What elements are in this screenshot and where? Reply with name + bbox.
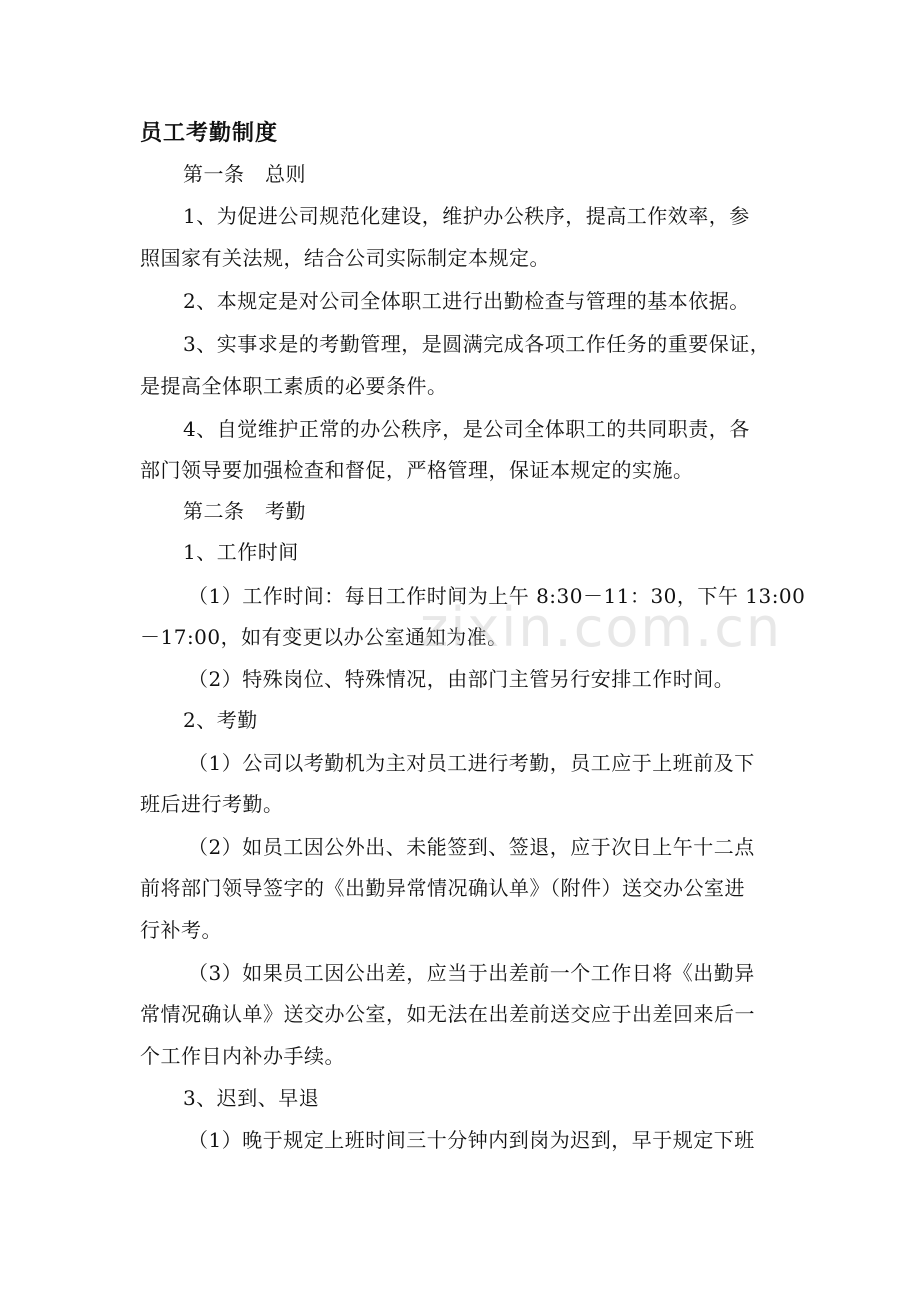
- text-line: 1、为促进公司规范化建设，维护办公秩序，提高工作效率，参: [183, 204, 750, 228]
- text-line: 班后进行考勤。: [140, 792, 284, 816]
- text-line: 2、本规定是对公司全体职工进行出勤检查与管理的基本依据。: [183, 289, 750, 313]
- text-line: 个工作日内补办手续。: [140, 1044, 345, 1068]
- text-line: 照国家有关法规，结合公司实际制定本规定。: [140, 246, 550, 270]
- text-line: （1）晚于规定上班时间三十分钟内到岗为迟到，早于规定下班: [188, 1128, 755, 1152]
- text-line: －17:00，如有变更以办公室通知为准。: [140, 625, 508, 649]
- text-line: 前将部门领导签字的《出勤异常情况确认单》（附件）送交办公室进: [140, 876, 745, 900]
- document-title: 员工考勤制度: [140, 121, 279, 146]
- text-line: （2）如员工因公外出、未能签到、签退，应于次日上午十二点: [188, 835, 755, 859]
- text-line: 3、实事求是的考勤管理，是圆满完成各项工作任务的重要保证，: [183, 332, 771, 356]
- text-line: 部门领导要加强检查和督促，严格管理，保证本规定的实施。: [140, 458, 694, 482]
- text-line: 是提高全体职工素质的必要条件。: [140, 374, 448, 398]
- text-line: （1）公司以考勤机为主对员工进行考勤，员工应于上班前及下: [188, 751, 755, 775]
- text-line: （3）如果员工因公出差，应当于出差前一个工作日将《出勤异: [188, 961, 755, 985]
- text-line: 常情况确认单》送交办公室，如无法在出差前送交应于出差回来后一: [140, 1002, 755, 1026]
- text-line: 第一条 总则: [183, 162, 306, 186]
- text-line: 3、迟到、早退: [183, 1086, 320, 1110]
- text-line: （2）特殊岗位、特殊情况，由部门主管另行安排工作时间。: [188, 667, 735, 691]
- watermark: zixin.com.cn: [420, 596, 783, 659]
- text-line: 行补考。: [140, 918, 222, 942]
- text-line: 2、考勤: [183, 708, 258, 732]
- text-line: 第二条 考勤: [183, 499, 306, 523]
- text-line: 1、工作时间: [183, 540, 299, 564]
- text-line: 4、自觉维护正常的办公秩序，是公司全体职工的共同职责，各: [183, 417, 750, 441]
- text-line: （1）工作时间：每日工作时间为上午 8:30－11：30，下午 13:00: [188, 584, 806, 608]
